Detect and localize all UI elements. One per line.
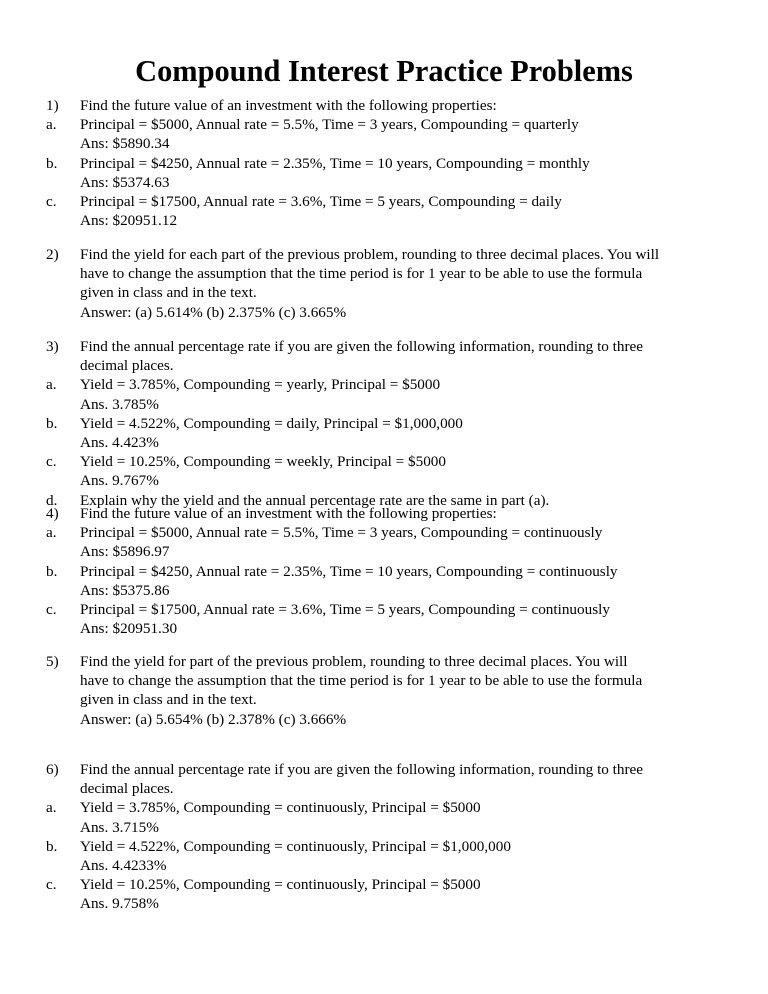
problem-5 (46, 652, 726, 729)
part-answer: Ans. 9.758% (80, 895, 159, 913)
part-label: d. (46, 491, 58, 509)
part-label: c. (46, 876, 57, 894)
part-text: Explain why the yield and the annual percentage rate are the same in part (a). (80, 491, 550, 509)
part-text: Yield = 10.25%, Compounding = weekly, Principal = $5000 (80, 453, 446, 471)
part-label: c. (46, 453, 57, 471)
part-label: b. (46, 562, 58, 580)
part-answer: Ans. 4.423% (80, 434, 159, 452)
problem-text: Find the annual percentage rate if you are given the following information, rounding to three (80, 761, 644, 778)
part-label: a. (46, 799, 57, 817)
part-label: c. (46, 193, 57, 211)
part-text: Yield = 10.25%, Compounding = continuously, Principal = $5000 (80, 876, 481, 894)
problem-4 (46, 504, 726, 638)
page-title: Compound Interest Practice Problems (135, 54, 633, 88)
part-answer: Ans: $5375.86 (80, 581, 170, 599)
problem-text: Find the future value of an investment with the following properties: (80, 505, 497, 522)
problem-2 (46, 245, 726, 322)
problem-text: Find the annual percentage rate if you are given the following information, rounding to three (80, 338, 644, 355)
problem-text-line: decimal places. (80, 357, 174, 375)
part-text: Yield = 4.522%, Compounding = daily, Principal = $1,000,000 (80, 414, 463, 432)
problem-text-line: decimal places. (80, 780, 174, 798)
part-answer: Ans: $20951.12 (80, 212, 178, 230)
problem-6 (46, 760, 726, 914)
problem-text-line: have to change the assumption that the time period is for 1 year to be able to use the formula (80, 265, 643, 283)
problem-answer: Answer: (a) 5.654% (b) 2.378% (c) 3.666% (80, 710, 347, 728)
part-text: Principal = $17500, Annual rate = 3.6%, Time = 5 years, Compounding = daily (80, 193, 562, 211)
part-answer: Ans. 3.785% (80, 395, 159, 413)
part-answer: Ans. 3.715% (80, 818, 159, 836)
part-label: b. (46, 414, 58, 432)
problem-text-line: given in class and in the text. (80, 691, 257, 709)
problem-text: Find the yield for each part of the previous problem, rounding to three decimal places. You will (80, 246, 660, 263)
part-text: Principal = $4250, Annual rate = 2.35%, Time = 10 years, Compounding = monthly (80, 154, 590, 172)
problem-text: Find the yield for part of the previous problem, rounding to three decimal places. You will (80, 653, 628, 670)
part-answer: Ans. 9.767% (80, 472, 159, 490)
part-text: Principal = $5000, Annual rate = 5.5%, Time = 3 years, Compounding = quarterly (80, 116, 579, 134)
part-text: Yield = 4.522%, Compounding = continuously, Principal = $1,000,000 (80, 837, 511, 855)
problem-number: 6) (46, 761, 59, 778)
problem-3 (46, 337, 726, 510)
problem-number: 3) (46, 338, 59, 355)
part-answer: Ans: $5896.97 (80, 543, 170, 561)
part-label: b. (46, 154, 58, 172)
part-label: c. (46, 601, 57, 619)
part-label: a. (46, 116, 57, 134)
part-answer: Ans: $5374.63 (80, 173, 170, 191)
problem-number: 5) (46, 653, 59, 670)
part-text: Principal = $5000, Annual rate = 5.5%, Time = 3 years, Compounding = continuously (80, 524, 603, 542)
problem-number: 1) (46, 97, 59, 114)
part-text: Principal = $4250, Annual rate = 2.35%, Time = 10 years, Compounding = continuously (80, 562, 618, 580)
part-label: a. (46, 376, 57, 394)
part-answer: Ans: $5890.34 (80, 135, 170, 153)
problem-number: 2) (46, 246, 59, 263)
part-label: b. (46, 837, 58, 855)
problem-text-line: given in class and in the text. (80, 284, 257, 302)
part-text: Principal = $17500, Annual rate = 3.6%, Time = 5 years, Compounding = continuously (80, 601, 610, 619)
part-text: Yield = 3.785%, Compounding = yearly, Principal = $5000 (80, 376, 441, 394)
problem-answer: Answer: (a) 5.614% (b) 2.375% (c) 3.665% (80, 303, 347, 321)
problem-number: 4) (46, 505, 59, 522)
problem-1 (46, 96, 726, 230)
problem-text: Find the future value of an investment with the following properties: (80, 97, 497, 114)
problem-text-line: have to change the assumption that the time period is for 1 year to be able to use the formula (80, 672, 643, 690)
part-answer: Ans. 4.4233% (80, 857, 167, 875)
part-text: Yield = 3.785%, Compounding = continuously, Principal = $5000 (80, 799, 481, 817)
part-label: a. (46, 524, 57, 542)
part-answer: Ans: $20951.30 (80, 620, 178, 638)
